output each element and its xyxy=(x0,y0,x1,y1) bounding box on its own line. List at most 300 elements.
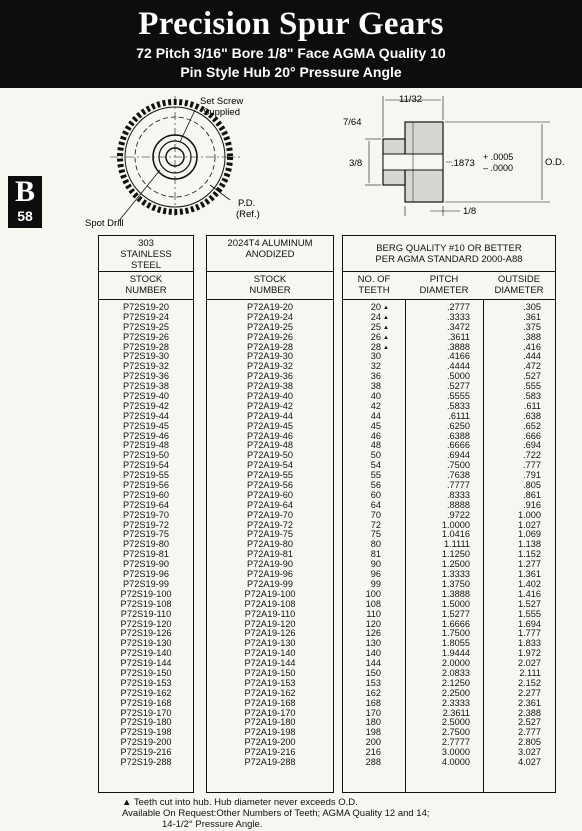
stainless-stock-cell: P72S19-100 xyxy=(120,588,172,599)
aluminum-stock-cell: P72A19-45 xyxy=(247,420,293,431)
teeth-value: 48 xyxy=(370,440,381,451)
aluminum-stock-cell: P72A19-288 xyxy=(244,756,296,767)
outside-diameter-cell: 2.527 xyxy=(518,717,541,728)
teeth-value: 40 xyxy=(370,391,381,402)
pitch-diameter-cell: .6388 xyxy=(447,430,470,441)
aluminum-stock-cell: P72A19-46 xyxy=(247,430,293,441)
pitch-diameter-cell: 2.5000 xyxy=(441,717,470,728)
aluminum-stock-header: STOCK NUMBER xyxy=(249,274,291,296)
aluminum-stock-cell: P72A19-25 xyxy=(247,321,293,332)
teeth-value: 26 xyxy=(370,331,381,342)
teeth-cell xyxy=(343,570,389,580)
aluminum-stock-cell: P72A19-108 xyxy=(244,598,296,609)
teeth-cell xyxy=(343,402,389,412)
teeth-value: 81 xyxy=(370,549,381,560)
outside-diameter-cell: .805 xyxy=(523,480,541,491)
teeth-value: 96 xyxy=(370,569,381,580)
pitch-diameter-header: PITCH DIAMETER xyxy=(419,274,469,296)
pitch-diameter-cell: 2.7500 xyxy=(441,727,470,738)
spec-line-2: Pin Style Hub 20° Pressure Angle xyxy=(180,64,402,80)
pitch-diameter-cell: .5833 xyxy=(447,400,470,411)
stainless-stock-cell: P72S19-198 xyxy=(120,727,172,738)
teeth-cell xyxy=(343,372,389,382)
aluminum-stock-cell: P72A19-48 xyxy=(247,440,293,451)
stainless-stock-cell: P72S19-144 xyxy=(120,658,172,669)
outside-diameter-cell: .583 xyxy=(523,391,541,402)
stainless-stock-cell: P72S19-32 xyxy=(123,361,169,372)
stainless-stock-cell: P72S19-45 xyxy=(123,420,169,431)
teeth-cell xyxy=(343,343,389,353)
teeth-value: 24 xyxy=(370,311,381,322)
teeth-value: 72 xyxy=(370,519,381,530)
teeth-value: 75 xyxy=(370,529,381,540)
bore-tol-minus: – .0000 xyxy=(483,163,514,173)
teeth-cell xyxy=(343,313,389,323)
pitch-diameter-cell: .6250 xyxy=(447,420,470,431)
stainless-stock-cell: P72S19-216 xyxy=(120,747,172,758)
aluminum-stock-cell: P72A19-50 xyxy=(247,450,293,461)
outside-diameter-cell: .388 xyxy=(523,331,541,342)
stainless-stock-cell: P72S19-64 xyxy=(123,499,169,510)
stainless-stock-cell: P72S19-38 xyxy=(123,381,169,392)
quality-header-2: PER AGMA STANDARD 2000-A88 xyxy=(375,254,523,265)
stainless-stock-cell: P72S19-54 xyxy=(123,460,169,471)
teeth-value: 90 xyxy=(370,559,381,570)
aluminum-stock-cell: P72A19-20 xyxy=(247,302,293,312)
dim-7-64: 7/64 xyxy=(343,117,362,128)
pitch-diameter-cell: .5555 xyxy=(447,391,470,402)
pitch-diameter-cell: .7500 xyxy=(447,460,470,471)
aluminum-stock-list xyxy=(207,303,333,768)
gear-drawing xyxy=(70,92,570,232)
aluminum-stock-cell: P72A19-150 xyxy=(244,667,296,678)
outside-diameter-cell: .555 xyxy=(523,381,541,392)
hub-teeth-mark: ▲ xyxy=(383,305,389,311)
aluminum-stock-cell: P72A19-26 xyxy=(247,331,293,342)
outside-diameter-cell: 1.000 xyxy=(518,509,541,520)
teeth-value: 120 xyxy=(365,618,381,629)
aluminum-stock-cell: P72A19-60 xyxy=(247,489,293,500)
teeth-cell xyxy=(343,392,389,402)
aluminum-stock-cell: P72A19-56 xyxy=(247,480,293,491)
stainless-stock-cell: P72S19-72 xyxy=(123,519,169,530)
aluminum-stock-cell: P72A19-80 xyxy=(247,539,293,550)
teeth-cell xyxy=(343,530,389,540)
hub-teeth-mark: ▲ xyxy=(383,324,389,331)
stainless-header: 303 STAINLESS STEEL xyxy=(120,238,172,271)
aluminum-stock-cell: P72A19-36 xyxy=(247,371,293,382)
teeth-value: 168 xyxy=(365,697,381,708)
teeth-value: 150 xyxy=(365,667,381,678)
outside-diameter-cell: .791 xyxy=(523,470,541,481)
outside-diameter-cell: 2.152 xyxy=(518,677,541,688)
aluminum-stock-cell: P72A19-30 xyxy=(247,351,293,362)
stainless-column-box xyxy=(98,235,194,793)
outside-diameter-cell: 1.361 xyxy=(518,569,541,580)
stainless-stock-cell: P72S19-130 xyxy=(120,638,172,649)
stainless-stock-cell: P72S19-30 xyxy=(123,351,169,362)
stainless-stock-cell: P72S19-70 xyxy=(123,509,169,520)
stainless-stock-cell: P72S19-120 xyxy=(120,618,172,629)
aluminum-stock-cell: P72A19-72 xyxy=(247,519,293,530)
teeth-value: 44 xyxy=(370,410,381,421)
pitch-diameter-cell: 1.1111 xyxy=(443,539,470,550)
quality-header-1: BERG QUALITY #10 OR BETTER xyxy=(376,243,522,254)
aluminum-stock-cell: P72A19-32 xyxy=(247,361,293,372)
outside-diameter-cell: 1.277 xyxy=(518,559,541,570)
pitch-diameter-cell: 1.8055 xyxy=(441,638,470,649)
outside-diameter-cell: 2.777 xyxy=(518,727,541,738)
teeth-cell xyxy=(343,451,389,461)
pitch-diameter-cell: 2.0833 xyxy=(441,667,470,678)
stainless-stock-cell: P72S19-162 xyxy=(120,687,172,698)
pitch-diameter-cell: 1.6666 xyxy=(441,618,470,629)
pitch-diameter-cell: 2.2500 xyxy=(441,687,470,698)
outside-diameter-cell: 1.555 xyxy=(518,608,541,619)
outside-diameter-list xyxy=(483,303,541,768)
teeth-cell xyxy=(343,540,389,550)
aluminum-stock-cell: P72A19-70 xyxy=(247,509,293,520)
outside-diameter-cell: 1.777 xyxy=(518,628,541,639)
stainless-stock-cell: P72S19-40 xyxy=(123,391,169,402)
pitch-diameter-cell: .6944 xyxy=(447,450,470,461)
stainless-stock-cell: P72S19-168 xyxy=(120,697,172,708)
teeth-cell xyxy=(343,758,389,768)
pitch-diameter-cell: 1.5000 xyxy=(441,598,470,609)
pitch-diameter-cell: 1.0000 xyxy=(441,519,470,530)
teeth-value: 36 xyxy=(370,371,381,382)
stainless-stock-cell: P72S19-26 xyxy=(123,331,169,342)
teeth-cell xyxy=(343,303,389,313)
stainless-stock-cell: P72S19-153 xyxy=(120,677,172,688)
pitch-diameter-cell: 2.0000 xyxy=(441,658,470,669)
aluminum-stock-cell: P72A19-64 xyxy=(247,499,293,510)
outside-diameter-cell: .722 xyxy=(523,450,541,461)
teeth-value: 28 xyxy=(370,341,381,352)
pitch-diameter-cell: 2.3333 xyxy=(441,697,470,708)
aluminum-column-box xyxy=(206,235,334,793)
teeth-list xyxy=(343,303,389,768)
stainless-stock-cell: P72S19-44 xyxy=(123,410,169,421)
teeth-cell xyxy=(343,461,389,471)
aluminum-stock-cell: P72A19-168 xyxy=(244,697,296,708)
pitch-diameter-cell: .3888 xyxy=(447,341,470,352)
teeth-value: 288 xyxy=(365,756,381,767)
teeth-cell xyxy=(343,362,389,372)
teeth-cell xyxy=(343,560,389,570)
stainless-stock-cell: P72S19-126 xyxy=(120,628,172,639)
teeth-cell xyxy=(343,550,389,560)
section-tab xyxy=(8,176,42,228)
stainless-stock-cell: P72S19-36 xyxy=(123,371,169,382)
outside-diameter-cell: .694 xyxy=(523,440,541,451)
aluminum-stock-cell: P72A19-24 xyxy=(247,311,293,322)
od-label: O.D. xyxy=(545,157,565,168)
stainless-stock-cell: P72S19-180 xyxy=(120,717,172,728)
pitch-diameter-cell: .3472 xyxy=(447,321,470,332)
teeth-value: 42 xyxy=(370,400,381,411)
aluminum-stock-cell: P72A19-162 xyxy=(244,687,296,698)
stainless-stock-cell: P72S19-110 xyxy=(120,608,172,619)
pitch-diameter-cell: .8888 xyxy=(447,499,470,510)
teeth-value: 70 xyxy=(370,509,381,520)
teeth-value: 56 xyxy=(370,480,381,491)
pitch-diameter-cell: 1.3888 xyxy=(441,588,470,599)
stainless-stock-cell: P72S19-75 xyxy=(123,529,169,540)
outside-diameter-cell: 2.361 xyxy=(518,697,541,708)
pitch-diameter-cell: .9722 xyxy=(447,509,470,520)
teeth-value: 80 xyxy=(370,539,381,550)
ref-label: (Ref.) xyxy=(236,209,260,220)
stainless-stock-cell: P72S19-42 xyxy=(123,400,169,411)
teeth-value: 54 xyxy=(370,460,381,471)
teeth-cell xyxy=(343,422,389,432)
teeth-value: 162 xyxy=(365,687,381,698)
pitch-diameter-cell: 1.9444 xyxy=(441,648,470,659)
teeth-value: 99 xyxy=(370,578,381,589)
spec-line-1: 72 Pitch 3/16" Bore 1/8" Face AGMA Quality 10 xyxy=(136,45,446,61)
aluminum-stock-cell: P72A19-44 xyxy=(247,410,293,421)
outside-diameter-cell: .305 xyxy=(523,302,541,312)
pitch-diameter-list xyxy=(405,303,470,768)
pitch-diameter-cell: 1.3333 xyxy=(441,569,470,580)
teeth-value: 25 xyxy=(370,321,381,332)
teeth-value: 100 xyxy=(365,588,381,599)
teeth-cell xyxy=(343,352,389,362)
teeth-value: 110 xyxy=(366,608,381,619)
outside-diameter-cell: 1.027 xyxy=(518,519,541,530)
outside-diameter-cell: 2.388 xyxy=(518,707,541,718)
stainless-stock-cell: P72S19-96 xyxy=(123,569,169,580)
outside-diameter-cell: 1.416 xyxy=(518,588,541,599)
aluminum-stock-cell: P72A19-75 xyxy=(247,529,293,540)
pitch-diameter-cell: 1.3750 xyxy=(441,578,470,589)
stainless-stock-cell: P72S19-90 xyxy=(123,559,169,570)
dim-3-8: 3/8 xyxy=(349,158,363,169)
stainless-stock-cell: P72S19-80 xyxy=(123,539,169,550)
aluminum-stock-cell: P72A19-120 xyxy=(244,618,296,629)
teeth-value: 144 xyxy=(365,658,381,669)
stainless-stock-cell: P72S19-56 xyxy=(123,480,169,491)
stainless-stock-cell: P72S19-60 xyxy=(123,489,169,500)
aluminum-stock-cell: P72A19-153 xyxy=(244,677,296,688)
stainless-stock-cell: P72S19-28 xyxy=(123,341,169,352)
outside-diameter-cell: .916 xyxy=(523,499,541,510)
teeth-value: 50 xyxy=(370,450,381,461)
pitch-diameter-cell: 2.7777 xyxy=(441,737,470,748)
stainless-stock-cell: P72S19-200 xyxy=(120,737,172,748)
pitch-diameter-cell: 2.1250 xyxy=(441,677,470,688)
hub-teeth-mark: ▲ xyxy=(383,334,389,341)
gear-side-view xyxy=(365,96,550,216)
outside-diameter-cell: .611 xyxy=(523,400,541,411)
outside-diameter-cell: 2.111 xyxy=(519,667,541,678)
stainless-stock-cell: P72S19-46 xyxy=(123,430,169,441)
teeth-value: 32 xyxy=(370,361,381,372)
outside-diameter-cell: 1.972 xyxy=(518,648,541,659)
teeth-value: 64 xyxy=(370,499,381,510)
teeth-cell xyxy=(343,501,389,511)
stainless-stock-cell: P72S19-150 xyxy=(120,667,172,678)
outside-diameter-cell: .652 xyxy=(523,420,541,431)
outside-diameter-cell: .861 xyxy=(523,489,541,500)
pitch-diameter-cell: .4166 xyxy=(447,351,470,362)
outside-diameter-cell: .444 xyxy=(523,351,541,362)
teeth-value: 200 xyxy=(365,737,381,748)
teeth-value: 45 xyxy=(370,420,381,431)
outside-diameter-cell: .416 xyxy=(523,341,541,352)
stainless-stock-cell: P72S19-24 xyxy=(123,311,169,322)
aluminum-stock-cell: P72A19-110 xyxy=(244,608,296,619)
teeth-header: NO. OF TEETH xyxy=(357,274,391,296)
outside-diameter-cell: .375 xyxy=(523,321,541,332)
pitch-diameter-cell: .3333 xyxy=(447,311,470,322)
pitch-diameter-cell: .5000 xyxy=(447,371,470,382)
teeth-value: 60 xyxy=(370,489,381,500)
outside-diameter-cell: 1.527 xyxy=(518,598,541,609)
teeth-value: 140 xyxy=(365,648,381,659)
pitch-diameter-cell: .3611 xyxy=(447,331,470,342)
teeth-value: 46 xyxy=(370,430,381,441)
teeth-value: 20 xyxy=(370,302,381,312)
pitch-diameter-cell: 1.0416 xyxy=(441,529,470,540)
outside-diameter-cell: .777 xyxy=(523,460,541,471)
stainless-stock-cell: P72S19-50 xyxy=(123,450,169,461)
outside-diameter-cell: 2.277 xyxy=(518,687,541,698)
aluminum-stock-cell: P72A19-180 xyxy=(244,717,296,728)
aluminum-stock-cell: P72A19-198 xyxy=(244,727,296,738)
outside-diameter-cell: .472 xyxy=(523,361,541,372)
stainless-stock-header: STOCK NUMBER xyxy=(125,274,167,296)
pitch-diameter-cell: .4444 xyxy=(447,361,470,372)
stainless-stock-cell: P72S19-170 xyxy=(120,707,172,718)
teeth-cell xyxy=(343,481,389,491)
teeth-value: 198 xyxy=(365,727,381,738)
teeth-cell xyxy=(343,323,389,333)
aluminum-stock-cell: P72A19-90 xyxy=(247,559,293,570)
pd-label: P.D. xyxy=(238,198,256,209)
outside-diameter-cell: 1.152 xyxy=(518,549,541,560)
teeth-value: 108 xyxy=(365,598,381,609)
aluminum-header: 2024T4 ALUMINUM ANODIZED xyxy=(227,238,313,260)
stainless-stock-cell: P72S19-55 xyxy=(123,470,169,481)
aluminum-stock-cell: P72A19-140 xyxy=(244,648,296,659)
outside-diameter-cell: 1.138 xyxy=(518,539,541,550)
pitch-diameter-cell: .6666 xyxy=(447,440,470,451)
teeth-value: 180 xyxy=(365,717,381,728)
aluminum-stock-cell: P72A19-126 xyxy=(244,628,296,639)
page-number: 58 xyxy=(17,208,33,224)
bore-tol-plus: + .0005 xyxy=(483,152,514,162)
outside-diameter-header: OUTSIDE DIAMETER xyxy=(494,274,544,296)
aluminum-stock-cell: P72A19-81 xyxy=(247,549,293,560)
aluminum-stock-cell: P72A19-99 xyxy=(247,578,293,589)
pitch-diameter-cell: .5277 xyxy=(447,381,470,392)
teeth-value: 38 xyxy=(370,381,381,392)
outside-diameter-cell: .638 xyxy=(523,410,541,421)
hub-teeth-mark: ▲ xyxy=(383,344,389,351)
section-letter: B xyxy=(14,175,35,208)
supplied-label: Supplied xyxy=(203,107,240,118)
dim-1-8: 1/8 xyxy=(463,206,477,217)
outside-diameter-cell: 2.027 xyxy=(518,658,541,669)
footnote xyxy=(122,797,430,830)
aluminum-stock-cell: P72A19-200 xyxy=(244,737,296,748)
footnote-line-3: 14-1/2° Pressure Angle. xyxy=(162,819,263,830)
aluminum-stock-cell: P72A19-96 xyxy=(247,569,293,580)
outside-diameter-cell: .666 xyxy=(523,430,541,441)
stainless-stock-cell: P72S19-48 xyxy=(123,440,169,451)
aluminum-stock-cell: P72A19-28 xyxy=(247,341,293,352)
teeth-cell xyxy=(343,432,389,442)
pitch-diameter-cell: .8333 xyxy=(447,489,470,500)
teeth-cell xyxy=(343,333,389,343)
pitch-diameter-cell: .2777 xyxy=(447,302,470,312)
stainless-stock-list xyxy=(99,303,193,768)
pitch-diameter-cell: .7777 xyxy=(447,480,470,491)
teeth-cell xyxy=(343,441,389,451)
stainless-stock-cell: P72S19-20 xyxy=(123,302,169,312)
pitch-diameter-cell: 1.1250 xyxy=(441,549,470,560)
outside-diameter-cell: 3.027 xyxy=(518,747,541,758)
gear-diagram xyxy=(70,92,570,232)
pitch-diameter-cell: 3.0000 xyxy=(441,747,470,758)
dimensions-box xyxy=(342,235,556,793)
stainless-stock-cell: P72S19-140 xyxy=(120,648,172,659)
pitch-diameter-cell: .7638 xyxy=(447,470,470,481)
pitch-diameter-cell: 2.3611 xyxy=(442,707,470,718)
aluminum-stock-cell: P72A19-130 xyxy=(244,638,296,649)
teeth-value: 216 xyxy=(365,747,381,758)
aluminum-stock-cell: P72A19-54 xyxy=(247,460,293,471)
teeth-cell xyxy=(343,511,389,521)
stainless-stock-cell: P72S19-99 xyxy=(123,578,169,589)
pitch-diameter-cell: .6111 xyxy=(448,410,470,421)
aluminum-stock-cell: P72A19-144 xyxy=(244,658,296,669)
stainless-stock-cell: P72S19-108 xyxy=(120,598,172,609)
aluminum-stock-cell: P72A19-42 xyxy=(247,400,293,411)
stainless-stock-cell: P72S19-81 xyxy=(123,549,169,560)
spot-drill-label: Spot Drill xyxy=(85,218,124,229)
teeth-cell xyxy=(343,382,389,392)
stainless-stock-cell: P72S19-288 xyxy=(120,756,172,767)
dim-11-32: 11/32 xyxy=(399,94,423,105)
aluminum-stock-cell: P72A19-40 xyxy=(247,391,293,402)
outside-diameter-cell: 2.805 xyxy=(518,737,541,748)
teeth-value: 130 xyxy=(365,638,381,649)
bore-dim: .1873 xyxy=(451,158,475,169)
outside-diameter-cell: 1.069 xyxy=(518,529,541,540)
pitch-diameter-cell: 1.2500 xyxy=(441,559,470,570)
teeth-cell xyxy=(343,521,389,531)
stainless-stock-cell: P72S19-25 xyxy=(123,321,169,332)
outside-diameter-cell: 1.833 xyxy=(518,638,541,649)
pitch-diameter-cell: 4.0000 xyxy=(441,756,470,767)
teeth-value: 30 xyxy=(370,351,381,362)
aluminum-stock-cell: P72A19-216 xyxy=(244,747,296,758)
set-screw-label: Set Screw xyxy=(200,96,244,107)
hub-teeth-mark: ▲ xyxy=(383,314,389,321)
pitch-diameter-cell: 1.5277 xyxy=(441,608,470,619)
teeth-value: 170 xyxy=(365,707,381,718)
teeth-cell xyxy=(343,412,389,422)
teeth-cell xyxy=(343,491,389,501)
footnote-line-2: Available On Request:Other Numbers of Teeth; AGMA Quality 12 and 14; xyxy=(122,808,430,819)
page-title: Precision Spur Gears xyxy=(138,6,444,42)
outside-diameter-cell: 4.027 xyxy=(518,756,541,767)
outside-diameter-cell: 1.402 xyxy=(518,578,541,589)
outside-diameter-cell: .527 xyxy=(523,371,541,382)
